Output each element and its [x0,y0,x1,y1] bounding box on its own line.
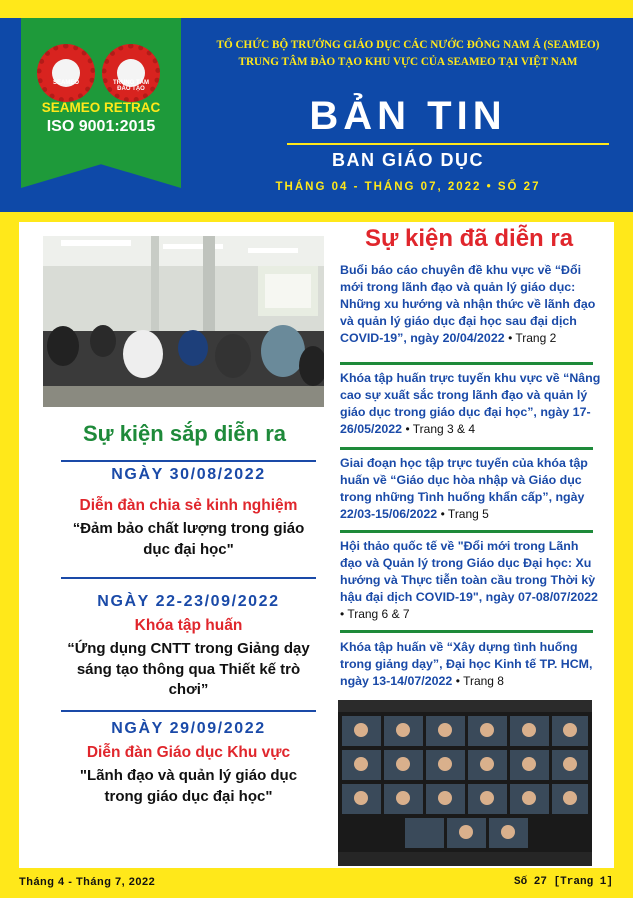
divider [340,630,593,633]
page-reference: • Trang 3 & 4 [405,422,476,436]
badge-org-name: SEAMEO RETRAC [41,100,161,115]
org-line-1: TỔ CHỨC BỘ TRƯỞNG GIÁO DỤC CÁC NƯỚC ĐÔNG NAM Á (SEAMEO) [216,39,600,51]
past-event-text: Hội thảo quốc tế về "Đổi mới trong Lãnh đạo và Quản lý trong Giáo dục Đại học: Xu hướng và Thực tiễn toàn cầu trong Thời kỳ hậu đại dịch COVID-19", ngày 07-08/07/2022 [340,539,598,604]
video-conference-photo [338,700,592,866]
event-date: NGÀY 30/08/2022 [111,466,266,483]
footer-date: Tháng 4 - Tháng 7, 2022 [19,876,156,888]
title-rule [287,143,609,145]
gear-right-label: TRUNG TÂM ĐÀO TẠO [113,80,149,92]
newsletter-subtitle: BAN GIÁO DỤC [332,150,484,170]
page-reference: • Trang 6 & 7 [340,607,410,621]
classroom-photo [43,236,324,407]
seameo-gear-logo [37,44,95,102]
past-events-heading: Sự kiện đã diễn ra [364,225,574,252]
past-event-text: Khóa tập huấn trực tuyến khu vực về “Nâng cao sự xuất sắc trong lãnh đạo và quản lý giáo dục trong giáo dục đại học”, ngày 17-26/05/2022 [340,371,601,436]
event-title: “Đảm bảo chất lượng trong giáo dục đại học" [72,520,305,558]
past-event-item[interactable] [340,262,602,347]
past-event-item[interactable] [340,455,602,523]
gear-left-label: SEAMEO [52,80,79,86]
retrac-gear-logo [102,44,160,102]
divider [61,460,316,462]
newsletter-title: BẢN TIN [309,94,507,138]
past-event-text: Buổi báo cáo chuyên đề khu vực về “Đổi mới trong lãnh đạo và quản lý giáo dục: Những xu hướng và nhận thức về lãnh đạo và quản lý giáo dục đại học sau đại dịch COVID-19”, ngày 20/04/2022 [340,263,596,345]
event-title: "Lãnh đạo và quản lý giáo dục trong giáo dục đại học" [79,767,298,805]
divider [61,710,316,712]
event-type: Diễn đàn chia sẻ kinh nghiệm [79,497,298,514]
past-event-item[interactable] [340,639,602,690]
upcoming-events-heading: Sự kiện sắp diễn ra [82,421,286,446]
event-date: NGÀY 29/09/2022 [111,720,266,737]
page-reference: • Trang 5 [440,507,489,521]
org-line-2: TRUNG TÂM ĐÀO TẠO KHU VỰC CỦA SEAMEO TẠI VIỆT NAM [238,56,578,68]
event-date: NGÀY 22-23/09/2022 [97,593,280,610]
issue-dateline: THÁNG 04 - THÁNG 07, 2022 • SỐ 27 [275,181,541,193]
footer-page-number: Số 27 [Trang 1] [513,876,613,888]
past-event-item[interactable] [340,370,602,438]
event-type: Diễn đàn Giáo dục Khu vực [86,744,291,761]
past-event-text: Khóa tập huấn về “Xây dựng tình huống trong giảng dạy”, Đại học Kinh tế TP. HCM, ngày 13-14/07/2022 [340,640,593,688]
divider [340,530,593,533]
divider [340,362,593,365]
event-type: Khóa tập huấn [134,617,243,634]
badge-iso: ISO 9001:2015 [46,118,156,135]
past-event-text: Giai đoạn học tập trực tuyến của khóa tập huấn về “Giáo dục hòa nhập và Giáo dục trong những Tình huống khẩn cấp”, ngày 22/03-15/06/2022 [340,456,588,521]
past-event-item[interactable] [340,538,602,623]
divider [61,577,316,579]
page-reference: • Trang 2 [508,331,557,345]
divider [340,447,593,450]
page-reference: • Trang 8 [455,674,504,688]
event-title: “Ứng dụng CNTT trong Giảng dạy sáng tạo thông qua Thiết kế trò chơi” [67,640,310,698]
